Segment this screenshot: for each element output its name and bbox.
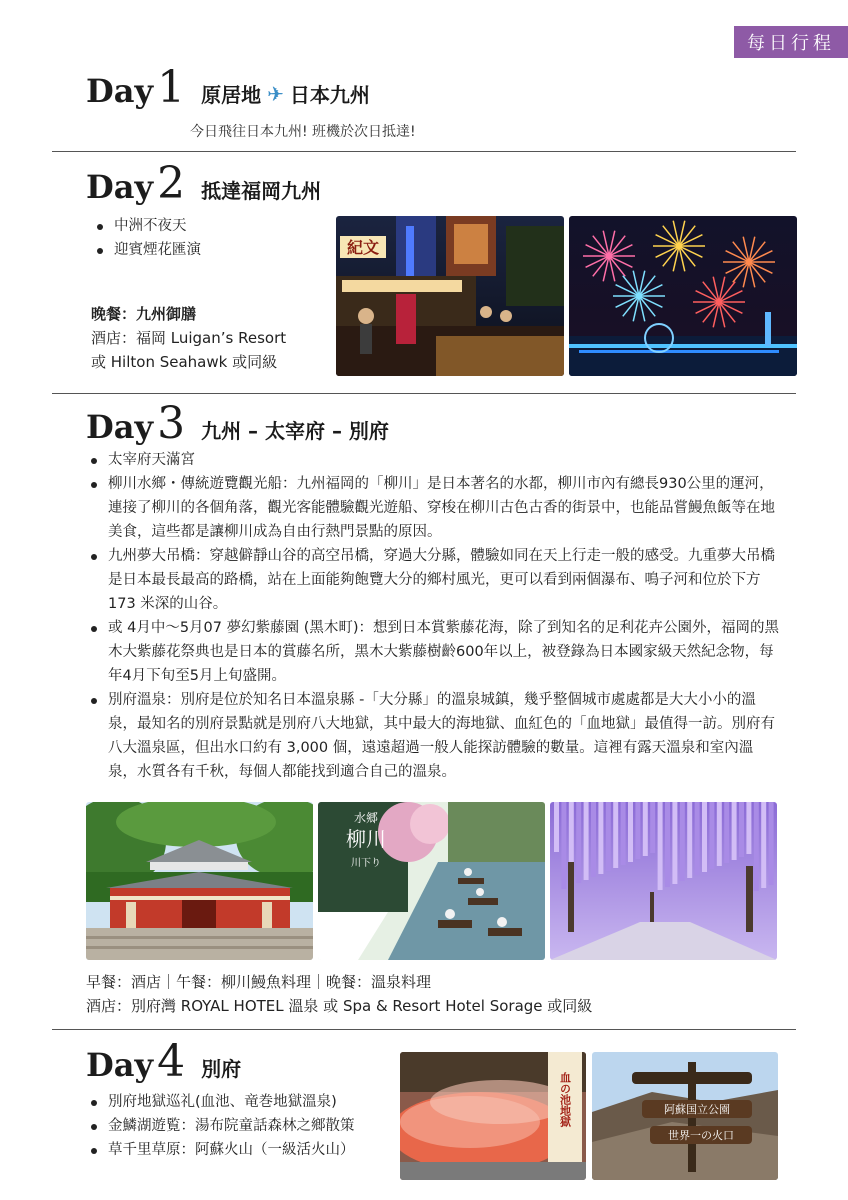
day3-info	[86, 970, 592, 1018]
nakasu-night-photo	[336, 216, 564, 376]
wisteria-strand	[643, 802, 648, 856]
day1-heading	[86, 62, 370, 113]
divider	[52, 393, 796, 394]
list-item: 或 4月中～5月07 夢幻紫藤園 (黑木町)：想到日本賞紫藤花海，除了到知名的足利花卉公園外，福岡的黑木大紫藤花祭典也是日本的賞藤名所，黑木大紫藤樹齡600年以上，被登錄為日本國家級天然紀念物，每年4月下旬至5月上旬盛開。	[86, 616, 782, 688]
divider	[52, 1029, 796, 1030]
day2-list	[92, 214, 201, 262]
wisteria-photo	[550, 802, 777, 960]
airplane-icon: ✈	[267, 81, 284, 106]
dazaifu-shrine-photo	[86, 802, 313, 960]
wisteria-strand	[754, 802, 759, 891]
day1-label: Day	[86, 72, 154, 110]
aso-park-photo	[592, 1052, 778, 1180]
wisteria-strand	[702, 802, 707, 872]
wisteria-strand	[613, 802, 618, 868]
divider	[52, 151, 796, 152]
wisteria-strand	[591, 802, 596, 877]
list-item: 金鱗湖遊覧：湯布院童話森林之鄉散策	[86, 1114, 355, 1138]
chinoike-jigoku-photo	[400, 1052, 586, 1180]
day3-hotel: 酒店：別府灣 ROYAL HOTEL 溫泉 或 Spa & Resort Hotel Sorage 或同級	[86, 997, 593, 1015]
day1-number: 1	[157, 62, 186, 113]
chinoike-sign: 血の池地獄	[558, 1072, 572, 1127]
wisteria-strand	[769, 802, 774, 885]
wisteria-strand	[732, 802, 737, 860]
day3-heading	[86, 398, 389, 449]
wisteria-strand	[598, 802, 603, 874]
wisteria-strand	[621, 802, 626, 865]
list-item: 太宰府天滿宮	[86, 448, 782, 472]
wisteria-strand	[739, 802, 744, 857]
wisteria-strand	[554, 802, 559, 852]
wisteria-strand	[576, 802, 581, 883]
day2-label: Day	[86, 168, 154, 206]
wisteria-strand	[635, 802, 640, 859]
kibun-sign: 紀文	[346, 238, 380, 257]
day4-list	[86, 1090, 355, 1162]
wisteria-strand	[709, 802, 714, 869]
aso-sign-2: 世界一の火口	[668, 1129, 734, 1142]
day2-title: 抵達福岡九州	[201, 179, 322, 203]
day2-hotel-line1: 酒店：福岡 Luigan’s Resort	[91, 329, 287, 347]
day4-number: 4	[157, 1036, 186, 1087]
wisteria-strand	[584, 802, 589, 880]
wisteria-strand	[606, 802, 611, 871]
list-item: 迎賓煙花匯演	[92, 238, 201, 262]
wisteria-strand	[761, 802, 766, 888]
day1-title-from: 原居地	[201, 83, 262, 107]
yanagawa-caption-3: 川下り	[351, 858, 381, 869]
day1-title-to: 日本九州	[289, 83, 370, 107]
wisteria-strand	[665, 802, 670, 887]
yanagawa-caption-1: 水郷	[353, 811, 379, 825]
wisteria-strand	[561, 802, 566, 889]
day3-title: 九州 – 太宰府 – 別府	[201, 419, 389, 443]
day3-label: Day	[86, 408, 154, 446]
day2-number: 2	[157, 158, 186, 209]
yanagawa-boat-photo	[318, 802, 545, 960]
list-item: 別府溫泉：別府是位於知名日本溫泉縣 -「大分縣」的溫泉城鎮，幾乎整個城市處處都是大大小小的溫泉，最知名的別府景點就是別府八大地獄，其中最大的海地獄、血紅色的「血地獄」最值得一訪。別府有八大溫泉區，但出水口約有 3,000 個，遠遠超過一般人能探訪體驗的數量。這裡有露天溫泉和室內溫泉，水質各有千秋，每個人都能找到適合自己的溫泉。	[86, 688, 782, 784]
wisteria-strand	[746, 802, 751, 854]
wisteria-strand	[658, 802, 663, 890]
day2-hotel-line2: 或 Hilton Seahawk 或同級	[91, 353, 278, 371]
fireworks-photo	[569, 216, 797, 376]
wisteria-strand	[687, 802, 692, 878]
list-item: 柳川水鄉・傳統遊覽觀光船：九州福岡的「柳川」是日本著名的水都，柳川市內有總長930公里的運河，連接了柳川的各個角落，觀光客能體驗觀光遊船、穿梭在柳川古色古香的街景中，也能品嘗鰻魚飯等在地美食，這些都是讓柳川成為自由行熱門景點的原因。	[86, 472, 782, 544]
day3-meals: 早餐：酒店｜午餐：柳川鰻魚料理｜晚餐：溫泉料理	[86, 973, 432, 991]
day3-number: 3	[157, 398, 186, 449]
list-item: 草千里草原：阿蘇火山（一級活火山）	[86, 1138, 355, 1162]
list-item: 中洲不夜天	[92, 214, 201, 238]
day3-list	[86, 448, 782, 784]
daily-itinerary-badge: 每日行程	[734, 26, 848, 58]
wisteria-strand	[724, 802, 729, 863]
day4-label: Day	[86, 1046, 154, 1084]
day2-dinner: 晚餐：九州御膳	[91, 305, 197, 323]
day4-title: 別府	[201, 1057, 242, 1081]
list-item: 別府地獄巡礼(血池、竜巻地獄溫泉)	[86, 1090, 355, 1114]
day2-info	[91, 302, 286, 374]
wisteria-strand	[717, 802, 722, 866]
wisteria-strand	[680, 802, 685, 881]
day4-heading	[86, 1036, 241, 1087]
wisteria-strand	[672, 802, 677, 884]
wisteria-strand	[650, 802, 655, 853]
list-item: 九州夢大吊橋：穿越僻靜山谷的高空吊橋，穿過大分縣，體驗如同在天上行走一般的感受。九重夢大吊橋是日本最長最高的路橋，站在上面能夠飽覽大分的鄉村風光，更可以看到兩個瀑布、鳴子河和位於下方 173 米深的山谷。	[86, 544, 782, 616]
day2-heading	[86, 158, 321, 209]
wisteria-strand	[695, 802, 700, 875]
wisteria-strand	[628, 802, 633, 862]
day1-note: 今日飛往日本九州! 班機於次日抵達!	[190, 124, 416, 140]
aso-sign-1: 阿蘇国立公園	[664, 1103, 730, 1116]
yanagawa-caption-2: 柳川	[346, 827, 386, 851]
day1-title	[201, 79, 370, 108]
